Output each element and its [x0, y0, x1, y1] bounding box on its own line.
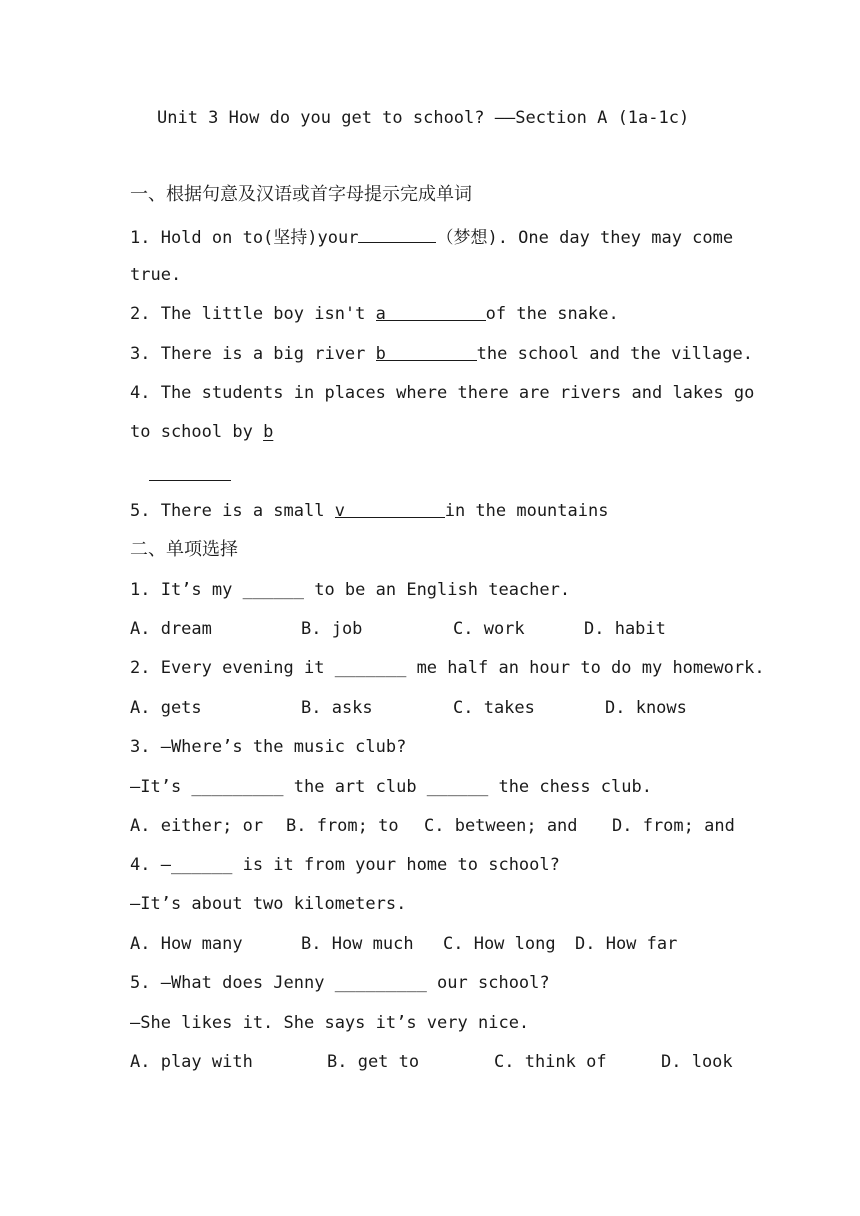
q5-text-b: in the mountains	[444, 501, 609, 521]
mc-question-3: 3. —Where’s the music club?	[130, 737, 407, 757]
option-a[interactable]: A. dream	[130, 619, 212, 639]
option-b[interactable]: B. How much	[301, 934, 414, 954]
option-b[interactable]: B. from; to	[286, 816, 399, 836]
q3-blank[interactable]	[375, 343, 477, 364]
fill-question-5	[130, 500, 608, 522]
option-c[interactable]: C. takes	[453, 698, 535, 718]
mc-question-5: 5. —What does Jenny _________ our school?	[130, 973, 550, 993]
option-a[interactable]: A. gets	[130, 698, 202, 718]
section-heading-2: 二、单项选择	[130, 539, 238, 560]
fill-question-4-cont	[130, 421, 273, 443]
q1-text-b: （梦想). One day they may come	[436, 228, 734, 248]
option-c[interactable]: C. work	[453, 619, 525, 639]
q4-hint-letter: b	[263, 422, 274, 442]
mc-question-2: 2. Every evening it _______ me half an hour to do my homework.	[130, 658, 765, 678]
option-d[interactable]: D. from; and	[612, 816, 735, 836]
q4-text-b: to school by	[130, 422, 264, 442]
q2-hint-letter: a	[375, 304, 386, 324]
option-c[interactable]: C. between; and	[424, 816, 578, 836]
q5-hint-letter: v	[334, 501, 345, 521]
option-a[interactable]: A. How many	[130, 934, 243, 954]
mc-question-5-reply: —She likes it. She says it’s very nice.	[130, 1013, 530, 1033]
q3-text-b: the school and the village.	[476, 344, 753, 364]
mc-question-4-reply: —It’s about two kilometers.	[130, 894, 407, 914]
mc-question-4: 4. —______ is it from your home to school?	[130, 855, 560, 875]
q5-text-a: 5. There is a small	[130, 501, 335, 521]
q5-blank[interactable]	[334, 500, 445, 521]
mc-question-3-reply: —It’s _________ the art club ______ the chess club.	[130, 777, 652, 797]
option-b[interactable]: B. job	[301, 619, 363, 639]
option-b[interactable]: B. asks	[301, 698, 373, 718]
fill-question-4: 4. The students in places where there are rivers and lakes go	[130, 383, 755, 403]
fill-question-3	[130, 343, 753, 365]
q2-text-b: of the snake.	[485, 304, 619, 324]
fill-question-2	[130, 303, 619, 325]
q3-text-a: 3. There is a big river	[130, 344, 376, 364]
page-title: Unit 3 How do you get to school? ——Section A (1a-1c)	[157, 108, 690, 128]
option-a[interactable]: A. either; or	[130, 816, 264, 836]
option-c[interactable]: C. think of	[494, 1052, 607, 1072]
option-d[interactable]: D. knows	[605, 698, 687, 718]
option-d[interactable]: D. look	[661, 1052, 733, 1072]
option-d[interactable]: D. habit	[584, 619, 666, 639]
mc-question-1: 1. It’s my ______ to be an English teacher.	[130, 580, 571, 600]
q2-text-a: 2. The little boy isn't	[130, 304, 376, 324]
option-b[interactable]: B. get to	[327, 1052, 420, 1072]
fill-question-1	[130, 225, 733, 249]
option-c[interactable]: C. How long	[443, 934, 556, 954]
q1-blank[interactable]	[358, 225, 436, 243]
option-d[interactable]: D. How far	[575, 934, 678, 954]
fill-question-1-cont: true.	[130, 265, 182, 285]
q2-blank[interactable]	[375, 303, 486, 324]
q3-hint-letter: b	[375, 344, 386, 364]
section-heading-1: 一、根据句意及汉语或首字母提示完成单词	[130, 184, 472, 205]
option-a[interactable]: A. play with	[130, 1052, 253, 1072]
q4-blank[interactable]	[149, 480, 231, 481]
q1-text-a: 1. Hold on to(坚持)your	[130, 228, 359, 248]
